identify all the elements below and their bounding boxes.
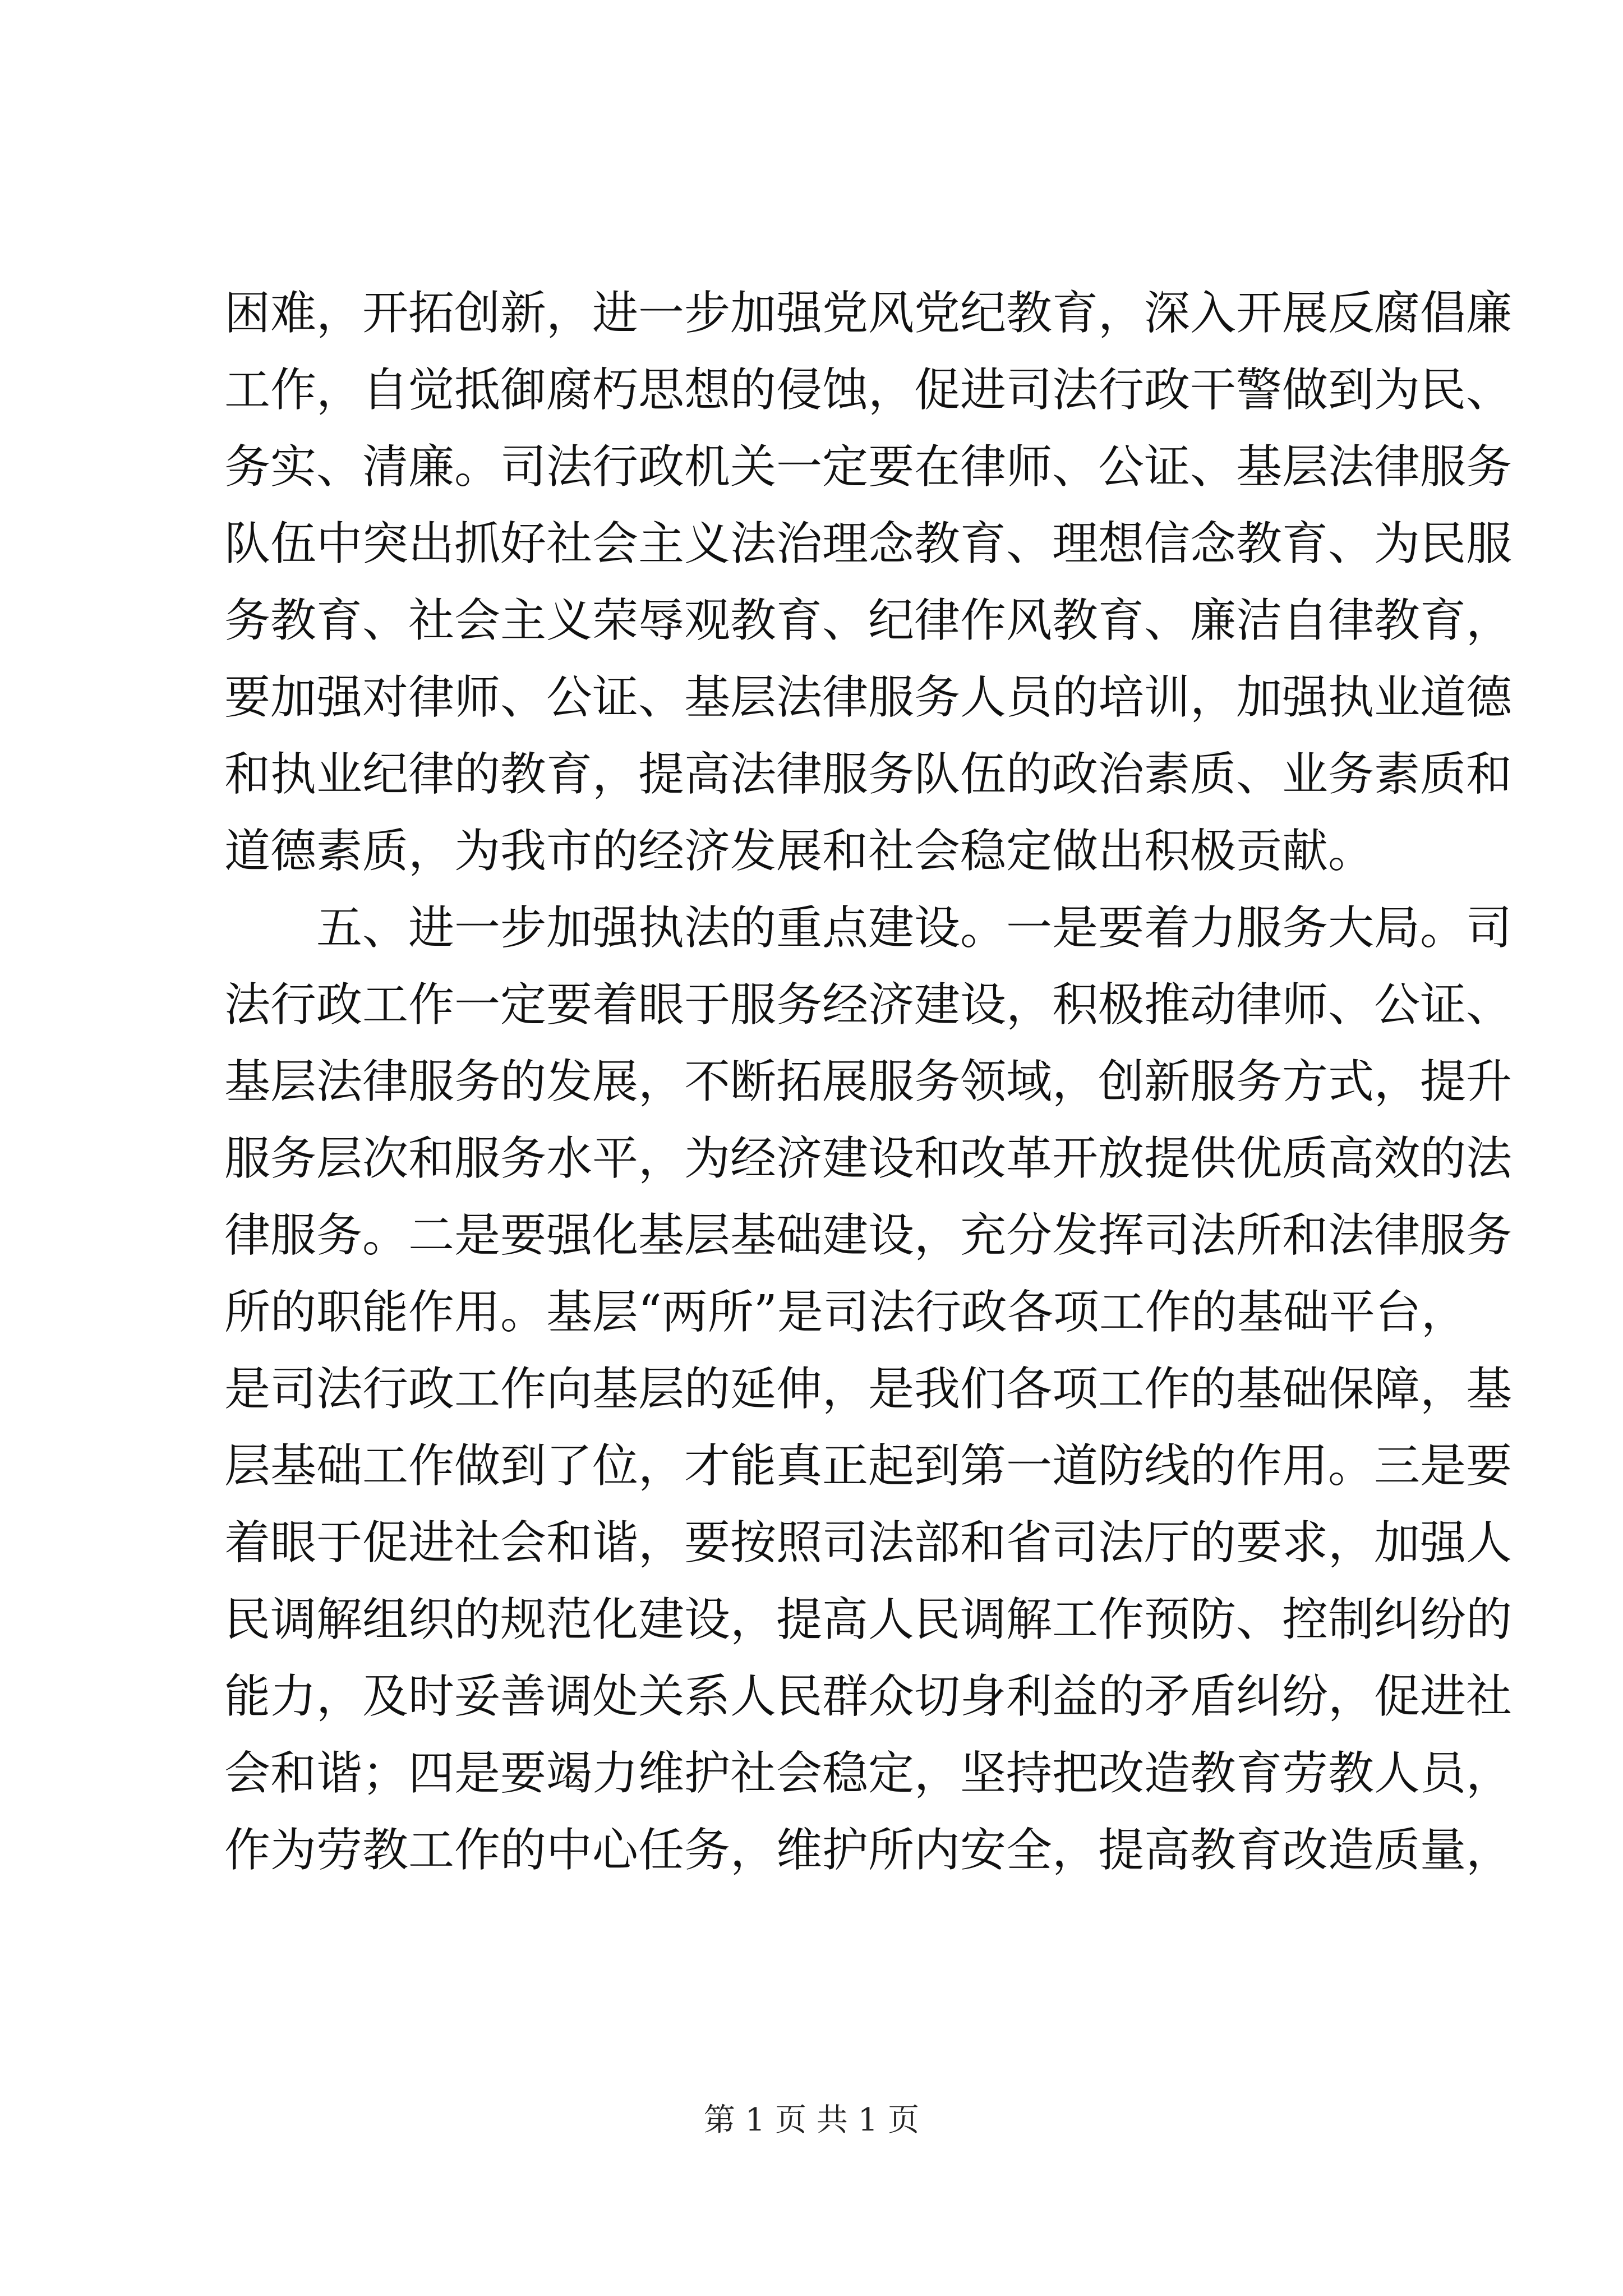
text-line: 五、进一步加强执法的重点建设。一是要着力服务大局。司: [316, 901, 1513, 955]
text-line: 服务层次和服务水平，为经济建设和改革开放提供优质高效的法: [224, 1132, 1513, 1185]
text-line: 务教育、社会主义荣辱观教育、纪律作风教育、廉洁自律教育，: [224, 594, 1513, 647]
text-line: 工作，自觉抵御腐朽思想的侵蚀，促进司法行政干警做到为民、: [224, 364, 1513, 417]
text-line: 队伍中突出抓好社会主义法治理念教育、理想信念教育、为民服: [224, 517, 1513, 570]
text-line: 道德素质，为我市的经济发展和社会稳定做出积极贡献。: [224, 825, 1375, 878]
text-line: 所的职能作用。基层“两所”是司法行政各项工作的基础平台，: [224, 1286, 1467, 1339]
document-body: [224, 275, 1513, 1889]
page-number-footer: 第 1 页 共 1 页: [703, 2102, 920, 2138]
text-line: 法行政工作一定要着眼于服务经济建设，积极推动律师、公证、: [224, 978, 1513, 1032]
text-line: 作为劳教工作的中心任务，维护所内安全，提高教育改造质量，: [224, 1824, 1513, 1877]
text-line: 困难，开拓创新，进一步加强党风党纪教育，深入开展反腐倡廉: [224, 287, 1513, 340]
text-line: 基层法律服务的发展，不断拓展服务领域，创新服务方式，提升: [224, 1055, 1513, 1108]
text-line: 是司法行政工作向基层的延伸，是我们各项工作的基础保障，基: [224, 1363, 1513, 1416]
text-line: 会和谐；四是要竭力维护社会稳定，坚持把改造教育劳教人员，: [224, 1747, 1513, 1800]
paragraph-1: [224, 275, 1513, 890]
text-line: 律服务。二是要强化基层基础建设，充分发挥司法所和法律服务: [224, 1209, 1513, 1262]
text-line: 要加强对律师、公证、基层法律服务人员的培训，加强执业道德: [224, 671, 1513, 724]
text-line: 务实、清廉。司法行政机关一定要在律师、公证、基层法律服务: [224, 440, 1513, 494]
text-line: 能力，及时妥善调处关系人民群众切身利益的矛盾纠纷，促进社: [224, 1670, 1513, 1723]
text-line: 民调解组织的规范化建设，提高人民调解工作预防、控制纠纷的: [224, 1593, 1513, 1646]
text-line: 着眼于促进社会和谐，要按照司法部和省司法厅的要求，加强人: [224, 1516, 1513, 1570]
text-line: 层基础工作做到了位，才能真正起到第一道防线的作用。三是要: [224, 1439, 1513, 1493]
paragraph-2: [224, 890, 1513, 1889]
text-line: 和执业纪律的教育，提高法律服务队伍的政治素质、业务素质和: [224, 748, 1513, 801]
